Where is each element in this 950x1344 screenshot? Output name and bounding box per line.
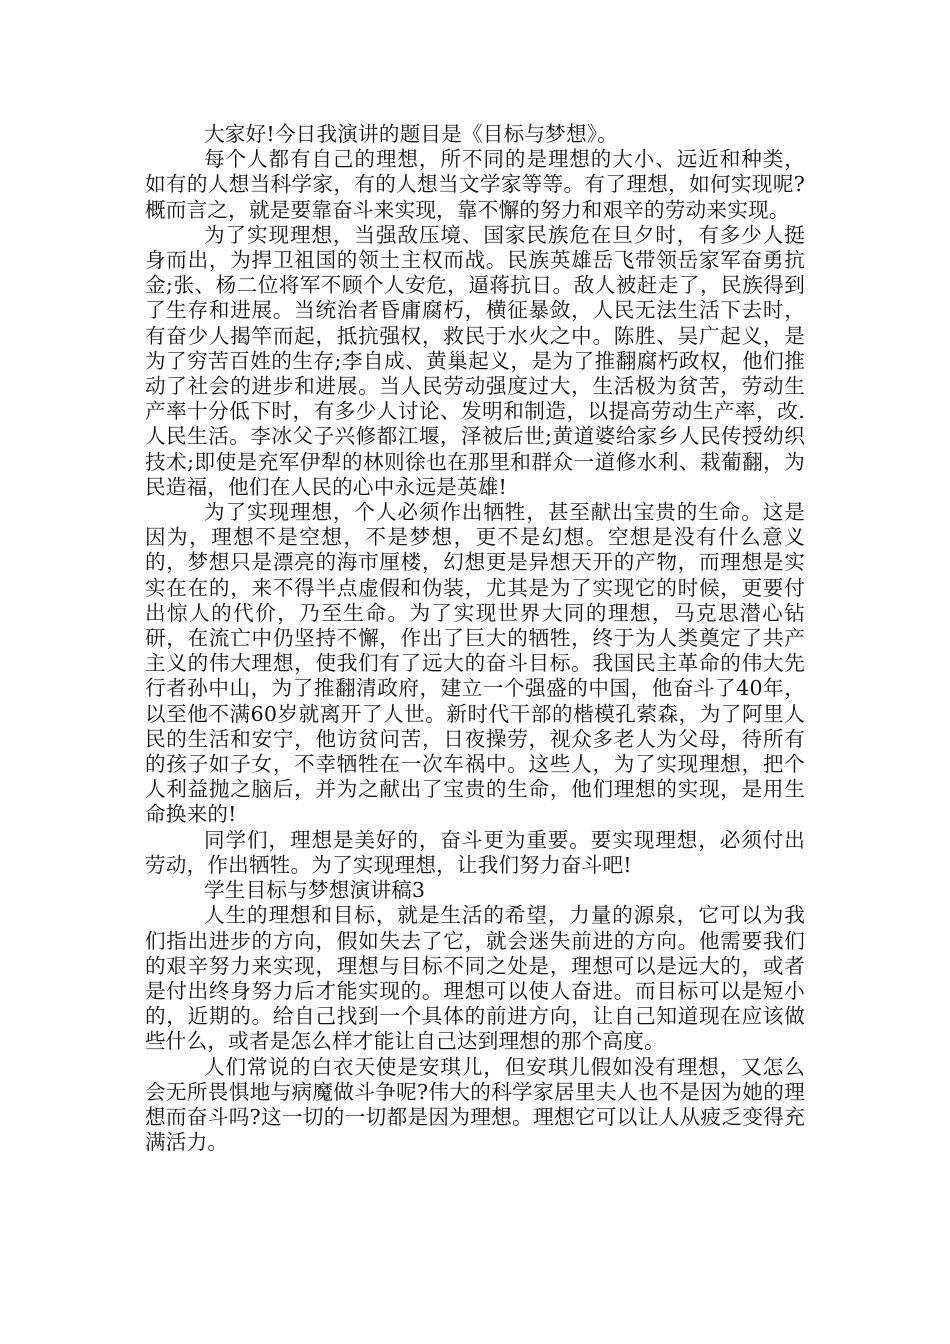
paragraph-closing: 同学们，理想是美好的，奋斗更为重要。要实现理想，必须付出劳动，作出牺牲。为了实现理想，让我们努力奋斗吧! [145, 827, 805, 877]
paragraph-greeting: 大家好!今日我演讲的题目是《目标与梦想》。 [204, 122, 619, 146]
paragraph-heroes: 为了实现理想，当强敌压境、国家民族危在旦夕时，有多少人挺身而出，为捍卫祖国的领土主权而战。民族英雄岳飞带领岳家军奋勇抗金;张、杨二位将军不顾个人安危，逼蒋抗日。敌人被赶走了，民族得到了生存和进展。当统治者昏庸腐朽，横征暴敛，人民无法生活下去时，有奋少人揭竿而起，抵抗强权，救民于水火之中。陈胜、吴广起义，是为了穷苦百姓的生存;李自成、黄巢起义，是为了推翻腐朽政权，他们推动了社会的进步和进展。当人民劳动强度过大，生活极为贫苦，劳动生产率十分低下时，有多少人讨论、发明和制造，以提高劳动生产率，改.人民生活。李冰父子兴修都江堰，泽被后世;黄道婆给家乡人民传授幼织技术;即使是充军伊犁的林则徐也在那里和群众一道修水利、栽葡翻，为民造福，他们在人民的心中永远是英雄! [145, 222, 805, 499]
paragraph-everyone-has-ideals: 每个人都有自己的理想，所不同的是理想的大小、远近和种类，如有的人想当科学家，有的人想当文学家等等。有了理想，如何实现呢?概而言之，就是要靠奋斗来实现，靠不懈的努力和艰辛的劳动来实现。 [145, 147, 805, 222]
document-page [145, 122, 805, 1155]
paragraph-sacrifice: 为了实现理想，个人必须作出牺牲，甚至献出宝贵的生命。这是因为，理想不是空想，不是梦想，更不是幻想。空想是没有什么意义的，梦想只是漂亮的海市厘楼，幻想更是异想天开的产物，而理想是实实在在的，来不得半点虚假和伪装，尤其是为了实现它的时候，更要付出惊人的代价，乃至生命。为了实现世界大同的理想，马克思潜心钻研，在流亡中仍坚持不懈，作出了巨大的牺牲，终于为人类奠定了共产主义的伟大理想，使我们有了远大的奋斗目标。我国民主革命的伟大先行者孙中山，为了推翻清政府，建立一个强盛的中国，他奋斗了40年，以至他不满60岁就离开了人世。新时代干部的楷模孔萦森，为了阿里人民的生活和安宁，他访贫问苦，日夜操劳，视众多老人为父母，待所有的孩子如子女，不幸牺牲在一次车祸中。这些人，为了实现理想，把个人利益抛之脑后，并为之献出了宝贵的生命，他们理想的实现，是用生命换来的! [145, 500, 805, 827]
paragraph-life-goals: 人生的理想和目标，就是生活的希望，力量的源泉，它可以为我们指出进步的方向，假如失去了它，就会迷失前进的方向。他需要我们的艰辛努力来实现，理想与目标不同之处是，理想可以是远大的，或者是付出终身努力后才能实现的。理想可以使人奋进。而目标可以是短小的，近期的。给自己找到一个具体的前进方向，让自己知道现在应该做些什么，或者是怎么样才能让自己达到理想的那个高度。 [145, 903, 805, 1054]
section-heading: 学生目标与梦想演讲稿3 [204, 878, 426, 903]
paragraph-angels: 人们常说的白衣天使是安琪儿，但安琪儿假如没有理想，又怎么会无所畏惧地与病魔做斗争呢?伟大的科学家居里夫人也不是因为她的理想而奋斗吗?这一切的一切都是因为理想。理想它可以让人从疲乏变得充满活力。 [145, 1054, 805, 1155]
